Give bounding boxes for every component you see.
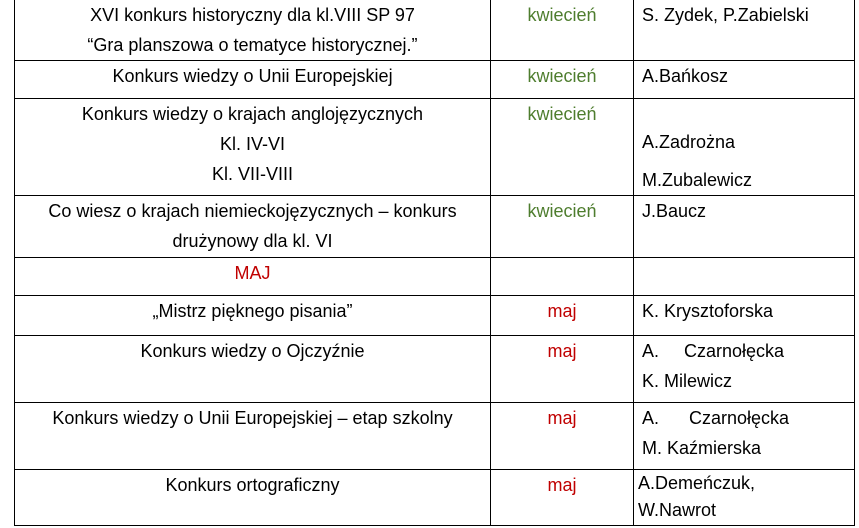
event-name-cell	[15, 196, 491, 258]
person-line: S. Zydek, P.Zabielski	[642, 5, 809, 25]
section-row	[15, 258, 855, 296]
person-line: K. Milewicz	[642, 371, 733, 391]
person-line: W.Nawrot	[638, 500, 717, 520]
event-name-line: drużynowy dla kl. VI	[172, 231, 333, 251]
event-month-cell: kwiecień	[491, 99, 634, 196]
section-heading: MAJ	[15, 258, 491, 296]
event-people-cell	[634, 61, 855, 99]
event-people-cell	[634, 258, 855, 296]
event-month-cell: kwiecień	[491, 61, 634, 99]
event-name-line: Kl. VII-VIII	[211, 164, 294, 184]
person-line: A. Czarnołęcka	[642, 341, 785, 361]
event-people-cell	[634, 403, 855, 470]
event-people-cell	[634, 99, 855, 196]
event-name-line: Konkurs wiedzy o krajach anglojęzycznych	[81, 104, 424, 124]
event-month-cell: maj	[491, 336, 634, 403]
person-line: A.Bańkosz	[642, 66, 729, 86]
person-line: J.Baucz	[642, 201, 707, 221]
event-month-cell: kwiecień	[491, 196, 634, 258]
event-name-line: Konkurs ortograficzny	[165, 475, 340, 495]
person-line: A.Demeńczuk,	[638, 473, 756, 493]
person-line: A. Czarnołęcka	[642, 408, 790, 428]
table-row	[15, 336, 855, 403]
event-name-line: Konkurs wiedzy o Ojczyźnie	[140, 341, 365, 361]
events-table	[14, 0, 855, 526]
event-name-cell	[15, 296, 491, 336]
event-month-cell: kwiecień	[491, 0, 634, 61]
event-month-cell: maj	[491, 470, 634, 526]
table-row	[15, 99, 855, 196]
event-name-cell	[15, 403, 491, 470]
table-row	[15, 470, 855, 526]
table-row	[15, 196, 855, 258]
event-month-cell	[491, 258, 634, 296]
table-row	[15, 0, 855, 61]
event-name-line: XVI konkurs historyczny dla kl.VIII SP 97	[90, 5, 415, 25]
event-name-line: Kl. IV-VI	[219, 134, 286, 154]
event-people-cell	[634, 336, 855, 403]
table-row	[15, 296, 855, 336]
table-row	[15, 403, 855, 470]
event-people-cell	[634, 470, 855, 526]
person-line: M.Zubalewicz	[642, 170, 753, 190]
event-people-cell	[634, 196, 855, 258]
event-people-cell	[634, 296, 855, 336]
event-name-cell	[15, 336, 491, 403]
person-line: M. Kaźmierska	[642, 438, 762, 458]
event-name-cell	[15, 99, 491, 196]
event-name-cell	[15, 470, 491, 526]
event-name-line: Konkurs wiedzy o Unii Europejskiej – etap szkolny	[52, 408, 453, 428]
event-name-line: „Mistrz pięknego pisania”	[152, 301, 353, 321]
event-name-cell	[15, 61, 491, 99]
event-month-cell: maj	[491, 296, 634, 336]
person-line: A.Zadrożna	[642, 132, 736, 152]
event-month-cell: maj	[491, 403, 634, 470]
event-name-line: Konkurs wiedzy o Unii Europejskiej	[112, 66, 393, 86]
event-name-line: Co wiesz o krajach niemieckojęzycznych – konkurs	[48, 201, 457, 221]
person-line: K. Krysztoforska	[642, 301, 774, 321]
event-name-cell	[15, 0, 491, 61]
table-row	[15, 61, 855, 99]
event-people-cell	[634, 0, 855, 61]
event-name-line: “Gra planszowa o tematyce historycznej.”	[87, 35, 418, 55]
